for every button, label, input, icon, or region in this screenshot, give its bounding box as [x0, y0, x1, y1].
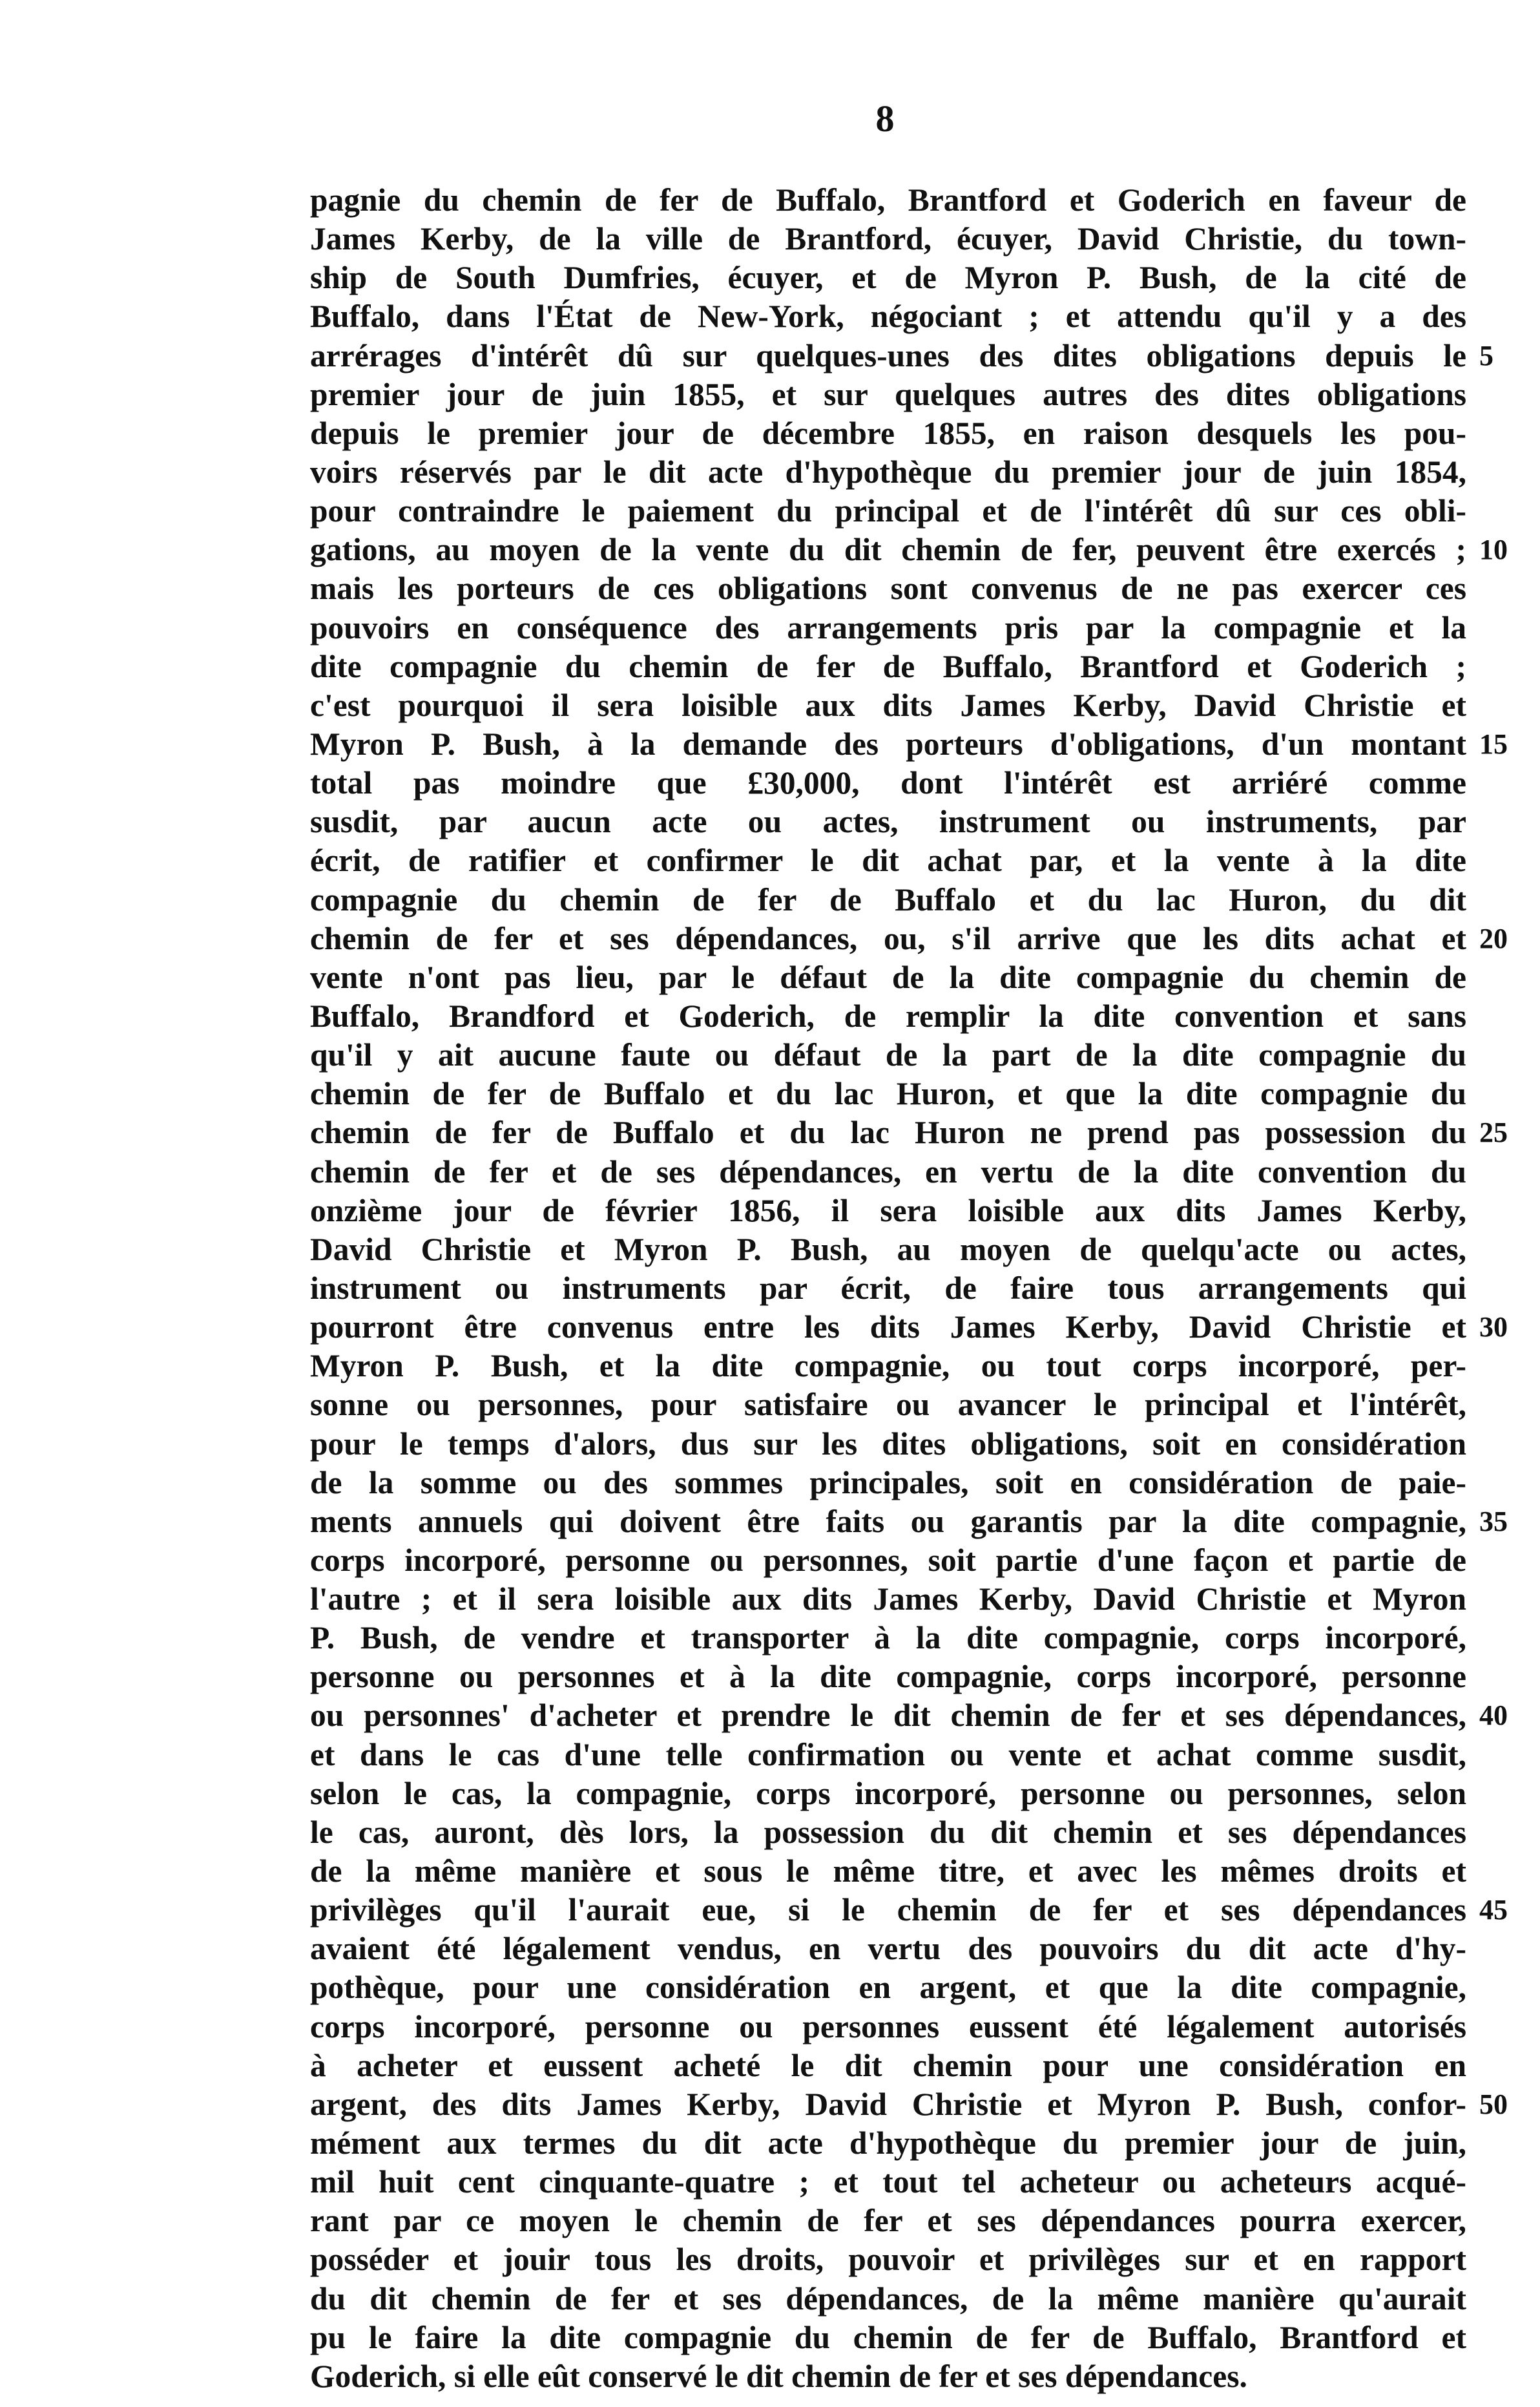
text-line: [310, 337, 1493, 375]
text-line: [310, 1464, 1479, 1502]
text-line: [310, 2085, 1508, 2124]
text-line: [310, 686, 1479, 725]
text-line: [310, 920, 1508, 958]
line-text: David Christie et Myron P. Bush, au moyen de quelqu'acte ou actes,: [310, 1231, 1466, 1267]
line-text: qu'il y ait aucune faute ou défaut de la part de la dite compagnie du: [310, 1037, 1466, 1073]
line-text: le cas, auront, dès lors, la possession du dit chemin et ses dépendances: [310, 1814, 1466, 1850]
text-line: [310, 531, 1508, 569]
line-text: Myron P. Bush, à la demande des porteurs d'obligations, d'un montant: [310, 726, 1466, 762]
text-line: [310, 2008, 1479, 2046]
text-line: [310, 492, 1479, 531]
line-text: mil huit cent cinquante-quatre ; et tout tel acheteur ou acheteurs acqué-: [310, 2164, 1466, 2200]
line-number: 20: [1479, 922, 1508, 954]
line-text: susdit, par aucun acte ou actes, instrument ou instruments, par: [310, 804, 1466, 840]
line-text: voirs réservés par le dit acte d'hypothèque du premier jour de juin 1854,: [310, 454, 1466, 490]
text-line: [310, 1541, 1479, 1580]
line-text: Myron P. Bush, et la dite compagnie, ou tout corps incorporé, per-: [310, 1348, 1466, 1384]
line-text: gations, au moyen de la vente du dit chemin de fer, peuvent être exercés ;: [310, 532, 1466, 568]
text-line: [310, 220, 1479, 258]
text-line: [310, 2240, 1479, 2279]
text-line: [310, 958, 1479, 997]
text-line: [310, 1696, 1508, 1735]
line-number: 10: [1479, 534, 1508, 566]
line-text: pu le faire la dite compagnie du chemin de fer de Buffalo, Brantford et: [310, 2319, 1466, 2355]
line-text: ou personnes' d'acheter et prendre le dit chemin de fer et ses dépendances,: [310, 1698, 1466, 1734]
line-text: écrit, de ratifier et confirmer le dit achat par, et la vente à la dite: [310, 843, 1466, 879]
line-text: dite compagnie du chemin de fer de Buffalo, Brantford et Goderich ;: [310, 648, 1466, 684]
line-number: 50: [1479, 2088, 1508, 2120]
line-text: selon le cas, la compagnie, corps incorporé, personne ou personnes, selon: [310, 1775, 1466, 1811]
line-text: du dit chemin de fer et ses dépendances, de la même manière qu'aurait: [310, 2280, 1466, 2317]
line-text: corps incorporé, personne ou personnes, soit partie d'une façon et partie de: [310, 1542, 1466, 1578]
text-line: [310, 1580, 1479, 1619]
text-line: [310, 1308, 1508, 1347]
line-text: chemin de fer de Buffalo et du lac Huron, et que la dite compagnie du: [310, 1076, 1466, 1112]
text-line: [310, 881, 1479, 920]
text-line: [310, 1347, 1479, 1385]
text-line: [310, 1657, 1479, 1696]
text-line: [310, 1113, 1508, 1152]
line-text: pothèque, pour une considération en argent, et que la dite compagnie,: [310, 1970, 1466, 2006]
body-text: [310, 181, 1508, 2396]
text-line: [310, 1425, 1479, 1464]
line-text: vente n'ont pas lieu, par le défaut de la dite compagnie du chemin de: [310, 959, 1466, 995]
text-line: [310, 1813, 1479, 1852]
line-text: mément aux termes du dit acte d'hypothèque du premier jour de juin,: [310, 2125, 1466, 2161]
line-number: 15: [1479, 728, 1508, 760]
text-line: [310, 2357, 1479, 2396]
line-text: pour le temps d'alors, dus sur les dites obligations, soit en considération: [310, 1425, 1466, 1462]
text-line: [310, 1192, 1479, 1230]
line-text: de la somme ou des sommes principales, soit en considération de paie-: [310, 1464, 1466, 1500]
line-text: ship de South Dumfries, écuyer, et de Myron P. Bush, de la cité de: [310, 260, 1466, 296]
line-text: onzième jour de février 1856, il sera loisible aux dits James Kerby,: [310, 1192, 1466, 1228]
line-text: pour contraindre le paiement du principal et de l'intérêt dû sur ces obli-: [310, 493, 1466, 529]
text-line: [310, 297, 1479, 336]
text-line: [310, 647, 1479, 686]
line-text: total pas moindre que £30,000, dont l'intérêt est arriéré comme: [310, 765, 1466, 801]
line-text: rant par ce moyen le chemin de fer et ses dépendances pourra exercer,: [310, 2203, 1466, 2239]
line-text: et dans le cas d'une telle confirmation ou vente et achat comme susdit,: [310, 1736, 1466, 1772]
text-line: [310, 414, 1479, 453]
line-text: posséder et jouir tous les droits, pouvoir et privilèges sur et en rapport: [310, 2242, 1466, 2278]
text-line: [310, 1619, 1479, 1657]
line-number: 45: [1479, 1894, 1508, 1926]
line-text: l'autre ; et il sera loisible aux dits James Kerby, David Christie et Myron: [310, 1581, 1466, 1617]
text-line: [310, 1230, 1479, 1269]
text-line: [310, 2046, 1479, 2085]
text-line: [310, 841, 1479, 880]
text-line: [310, 2124, 1479, 2163]
line-text: depuis le premier jour de décembre 1855, en raison desquels les pou-: [310, 415, 1466, 451]
line-text: personne ou personnes et à la dite compagnie, corps incorporé, personne: [310, 1659, 1466, 1695]
line-text: c'est pourquoi il sera loisible aux dits James Kerby, David Christie et: [310, 687, 1466, 723]
line-number: 5: [1479, 339, 1493, 372]
line-text: pouvoirs en conséquence des arrangements pris par la compagnie et la: [310, 609, 1466, 646]
text-line: [310, 1852, 1479, 1891]
text-line: [310, 609, 1479, 647]
text-line: [310, 1036, 1479, 1075]
text-line: [310, 2202, 1479, 2240]
line-number: 30: [1479, 1311, 1508, 1343]
text-line: [310, 1929, 1479, 1968]
line-text: compagnie du chemin de fer de Buffalo et du lac Huron, du dit: [310, 881, 1466, 918]
text-line: [310, 1153, 1479, 1192]
line-text: avaient été légalement vendus, en vertu des pouvoirs du dit acte d'hy-: [310, 1931, 1466, 1967]
line-number: 25: [1479, 1117, 1508, 1149]
line-text: chemin de fer et ses dépendances, ou, s'il arrive que les dits achat et: [310, 920, 1466, 956]
line-text: corps incorporé, personne ou personnes eussent été légalement autorisés: [310, 2008, 1466, 2044]
line-text: instrument ou instruments par écrit, de faire tous arrangements qui: [310, 1270, 1466, 1306]
text-line: [310, 1269, 1479, 1308]
line-text: argent, des dits James Kerby, David Christie et Myron P. Bush, confor-: [310, 2086, 1466, 2122]
text-line: [310, 1891, 1508, 1929]
line-text: sonne ou personnes, pour satisfaire ou avancer le principal et l'intérêt,: [310, 1387, 1466, 1423]
line-text: pagnie du chemin de fer de Buffalo, Brantford et Goderich en faveur de: [310, 182, 1466, 218]
line-number: 35: [1479, 1505, 1508, 1537]
text-line: [310, 1774, 1479, 1813]
line-text: de la même manière et sous le même titre, et avec les mêmes droits et: [310, 1853, 1466, 1889]
text-line: [310, 803, 1479, 841]
line-text: Goderich, si elle eût conservé le dit chemin de fer et ses dépendances.: [310, 2358, 1247, 2394]
line-text: P. Bush, de vendre et transporter à la dite compagnie, corps incorporé,: [310, 1620, 1466, 1656]
line-text: privilèges qu'il l'aurait eue, si le chemin de fer et ses dépendances: [310, 1892, 1466, 1928]
page-number: 8: [875, 98, 895, 140]
line-text: mais les porteurs de ces obligations sont convenus de ne pas exercer ces: [310, 571, 1466, 607]
line-text: pourront être convenus entre les dits James Kerby, David Christie et: [310, 1309, 1466, 1345]
line-text: Buffalo, dans l'État de New-York, négociant ; et attendu qu'il y a des: [310, 299, 1466, 335]
text-line: [310, 1502, 1508, 1541]
text-line: [310, 2163, 1479, 2202]
line-text: James Kerby, de la ville de Brantford, écuyer, David Christie, du town-: [310, 221, 1466, 257]
text-line: [310, 1385, 1479, 1424]
line-number: 40: [1479, 1699, 1508, 1732]
line-text: chemin de fer et de ses dépendances, en vertu de la dite convention du: [310, 1153, 1466, 1190]
text-line: [310, 2280, 1479, 2318]
line-text: chemin de fer de Buffalo et du lac Huron ne prend pas possession du: [310, 1115, 1466, 1151]
text-line: [310, 1736, 1479, 1774]
text-line: [310, 725, 1508, 764]
line-text: à acheter et eussent acheté le dit chemin pour une considération en: [310, 2047, 1466, 2083]
text-line: [310, 453, 1479, 492]
text-line: [310, 1968, 1479, 2007]
text-line: [310, 764, 1479, 803]
line-text: ments annuels qui doivent être faits ou garantis par la dite compagnie,: [310, 1503, 1466, 1539]
line-text: Buffalo, Brandford et Goderich, de remplir la dite convention et sans: [310, 998, 1466, 1034]
text-line: [310, 258, 1479, 297]
line-text: arrérages d'intérêt dû sur quelques-unes des dites obligations depuis le: [310, 337, 1466, 373]
text-line: [310, 569, 1479, 608]
text-line: [310, 1075, 1479, 1113]
text-line: [310, 181, 1479, 220]
text-line: [310, 2318, 1479, 2357]
text-line: [310, 375, 1479, 414]
text-line: [310, 997, 1479, 1036]
line-text: premier jour de juin 1855, et sur quelques autres des dites obligations: [310, 376, 1466, 412]
